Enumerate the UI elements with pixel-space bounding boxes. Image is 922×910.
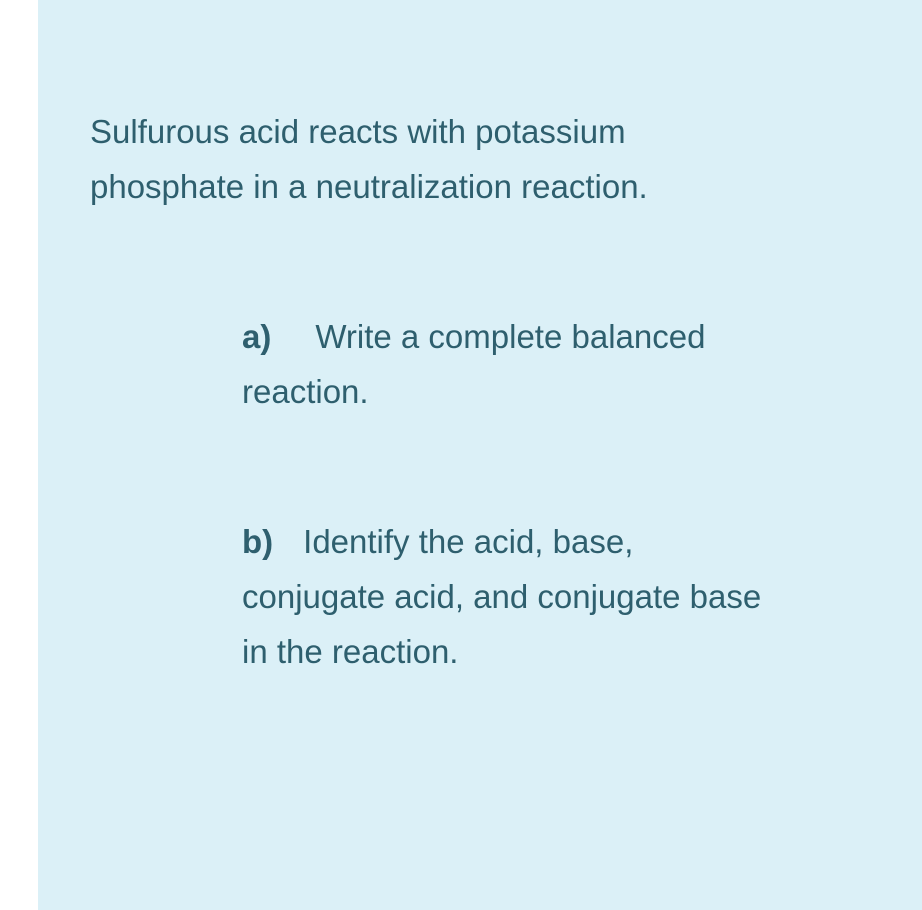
- question-panel: [38, 0, 922, 910]
- question-intro: [90, 104, 810, 214]
- part-b-text-1: Identify the acid, base,: [303, 523, 634, 560]
- part-b: [242, 514, 882, 679]
- part-a-text-1: Write a complete balanced: [315, 318, 706, 355]
- part-a-line-1: [242, 309, 882, 364]
- part-b-line-1: [242, 514, 882, 569]
- part-b-label: b): [242, 523, 274, 560]
- part-b-line-2: conjugate acid, and conjugate base: [242, 578, 762, 615]
- part-a: [242, 309, 882, 419]
- part-a-label: a): [242, 318, 272, 355]
- intro-line-2: phosphate in a neutralization reaction.: [90, 168, 648, 205]
- intro-line-1: Sulfurous acid reacts with potassium: [90, 113, 626, 150]
- part-a-line-2: reaction.: [242, 373, 369, 410]
- part-b-line-3: in the reaction.: [242, 633, 459, 670]
